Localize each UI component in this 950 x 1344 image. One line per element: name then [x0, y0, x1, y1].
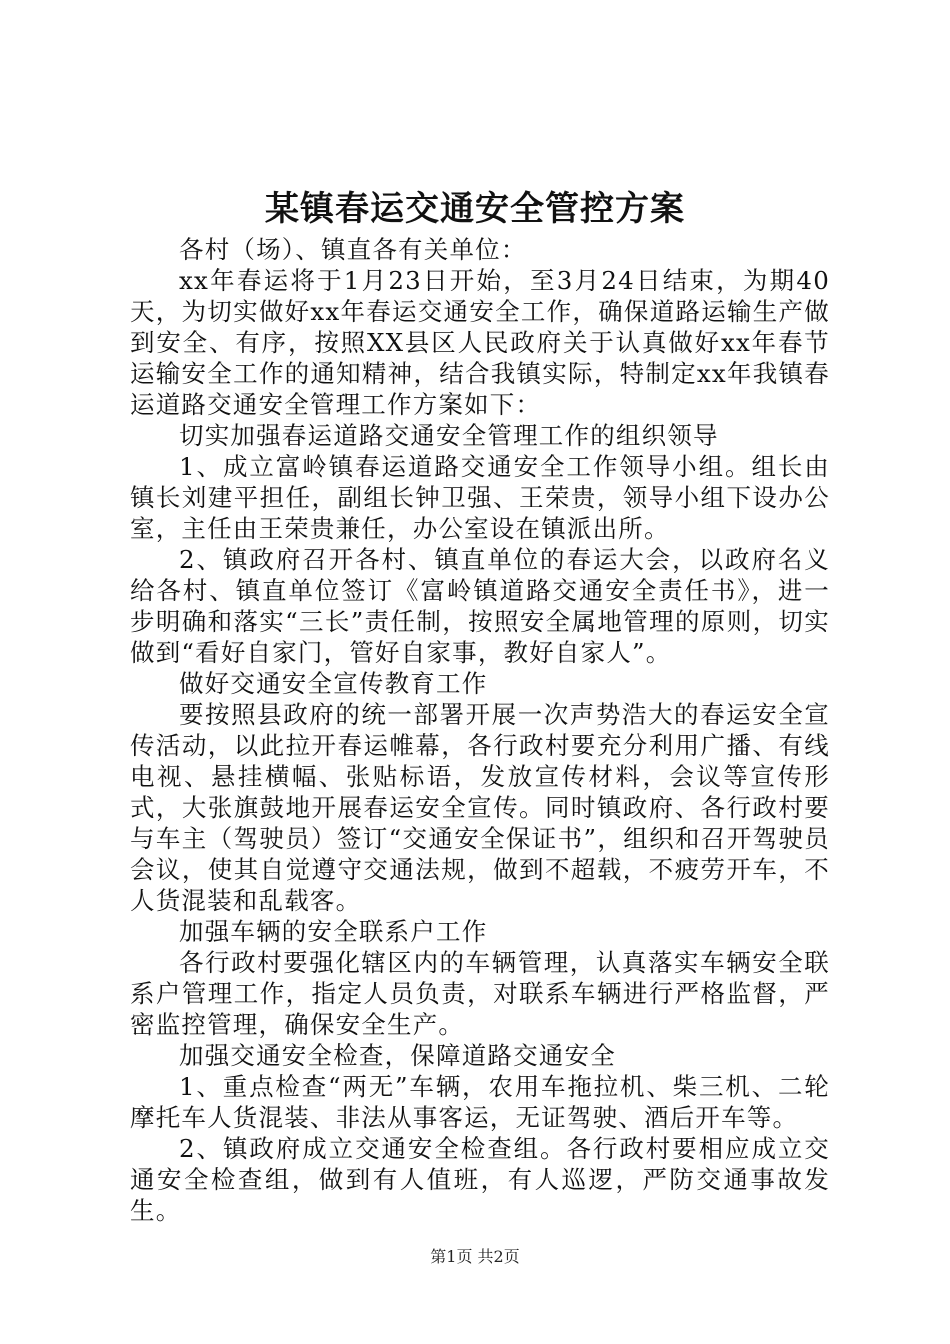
intro-paragraph: xx年春运将于1月23日开始，至3月24日结束，为期40天，为切实做好xx年春运交通安全工作，确保道路运输生产做到安全、有序，按照XX县区人民政府关于认真做好xx年春节运输安全工作的通知精神，结合我镇实际，特制定xx年我镇春运道路交通安全管理工作方案如下：	[130, 266, 830, 419]
section-heading: 加强车辆的安全联系户工作	[179, 917, 488, 946]
body-paragraph: 2、镇政府召开各村、镇直单位的春运大会，以政府名义给各村、镇直单位签订《富岭镇道路交通安全责任书》，进一步明确和落实“三长”责任制，按照安全属地管理的原则，切实做到“看好自家门，管好自家事，教好自家人”。	[130, 545, 830, 667]
body-paragraph: 要按照县政府的统一部署开展一次声势浩大的春运安全宣传活动，以此拉开春运帷幕，各行政村要充分利用广播、有线电视、悬挂横幅、张贴标语，发放宣传材料，会议等宣传形式，大张旗鼓地开展春运安全宣传。同时镇政府、各行政村要与车主（驾驶员）签订“交通安全保证书”，组织和召开驾驶员会议，使其自觉遵守交通法规，做到不超载，不疲劳开车，不人货混装和乱载客。	[130, 700, 830, 915]
section-heading: 切实加强春运道路交通安全管理工作的组织领导	[179, 421, 719, 450]
section-heading: 做好交通安全宣传教育工作	[179, 669, 488, 698]
body-paragraph: 各行政村要强化辖区内的车辆管理，认真落实车辆安全联系户管理工作，指定人员负责，对联系车辆进行严格监督，严密监控管理，确保安全生产。	[130, 948, 830, 1039]
section-heading: 加强交通安全检查，保障道路交通安全	[179, 1041, 616, 1070]
body-paragraph: 1、成立富岭镇春运道路交通安全工作领导小组。组长由镇长刘建平担任，副组长钟卫强、王荣贵，领导小组下设办公室，主任由王荣贵兼任，办公室设在镇派出所。	[130, 452, 830, 543]
page-footer: 第1页 共2页	[430, 1247, 520, 1266]
document-title: 某镇春运交通安全管控方案	[265, 189, 685, 229]
salutation-paragraph: 各村（场）、镇直各有关单位：	[179, 235, 527, 264]
body-paragraph: 1、重点检查“两无”车辆，农用车拖拉机、柴三机、二轮摩托车人货混装、非法从事客运，无证驾驶、酒后开车等。	[130, 1072, 830, 1132]
body-paragraph: 2、镇政府成立交通安全检查组。各行政村要相应成立交通安全检查组，做到有人值班，有人巡逻，严防交通事故发生。	[130, 1134, 830, 1225]
document-body	[130, 234, 830, 1226]
